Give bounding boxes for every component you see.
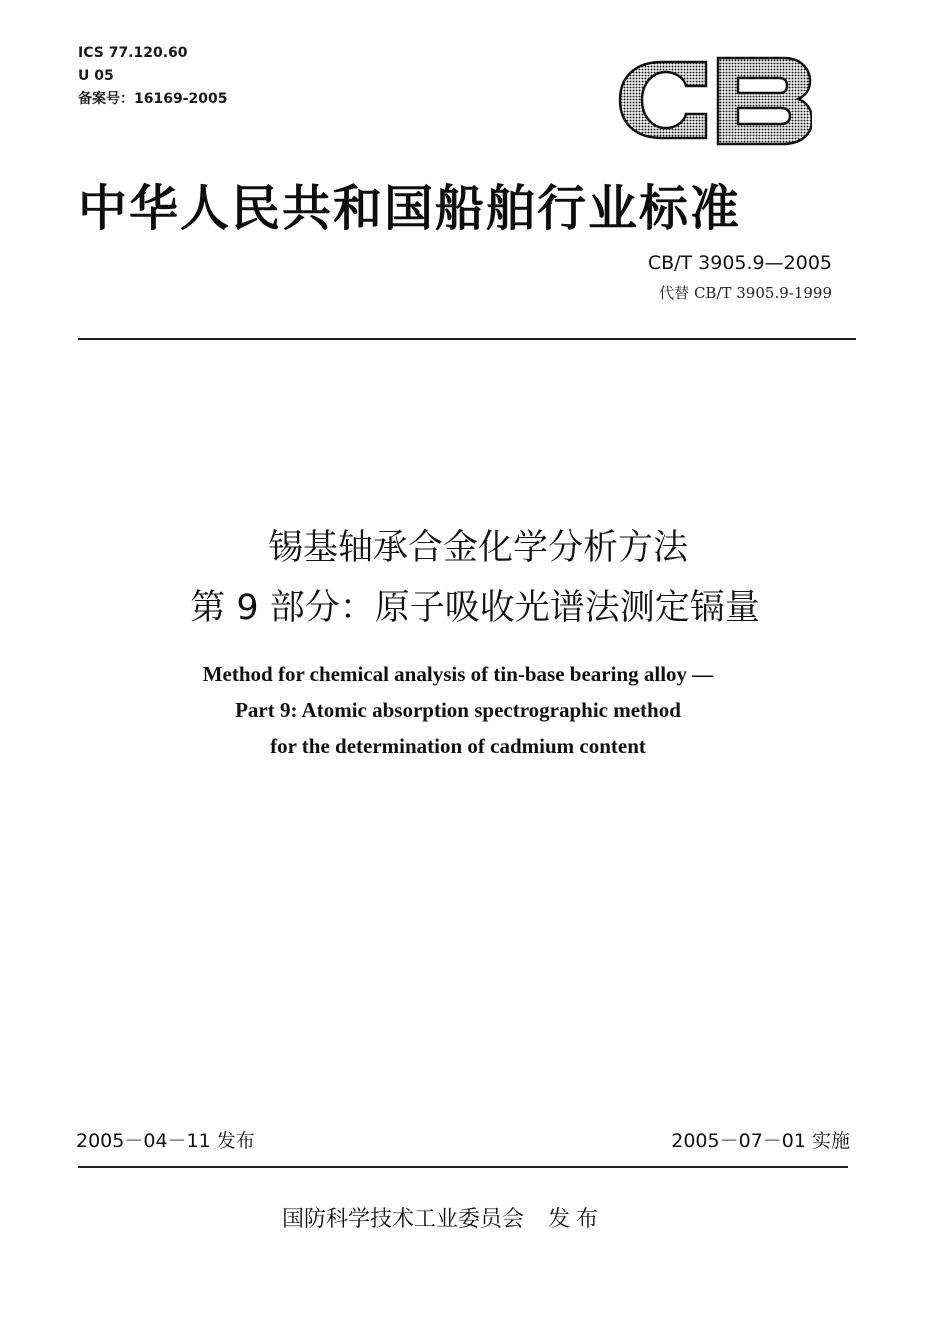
replaces-standard: 代替 CB/T 3905.9-1999 <box>659 284 832 302</box>
issue-date: 2005－04－11 发布 <box>76 1130 255 1152</box>
publisher-name: 国防科学技术工业委员会 <box>282 1207 525 1232</box>
english-title-line-2: Part 9: Atomic absorption spectrographic method <box>235 698 681 722</box>
implementation-date: 2005－07－01 实施 <box>671 1130 850 1152</box>
record-number: 备案号：16169-2005 <box>78 91 228 107</box>
ccs-code: U 05 <box>78 68 114 84</box>
english-title-line-1: Method for chemical analysis of tin-base bearing alloy — <box>202 662 714 686</box>
ics-code: ICS 77.120.60 <box>78 45 188 61</box>
header-divider <box>78 338 856 340</box>
chinese-title-line-2: 第 9 部分：原子吸收光谱法测定镉量 <box>190 588 760 628</box>
header-meta <box>78 42 227 111</box>
publisher-action: 发布 <box>548 1207 605 1232</box>
english-title-line-3: for the determination of cadmium content <box>270 734 646 758</box>
footer-divider <box>78 1166 848 1168</box>
chinese-title-line-1: 锡基轴承合金化学分析方法 <box>267 528 688 568</box>
publisher <box>282 1202 604 1233</box>
standard-code: CB/T 3905.9—2005 <box>647 252 832 274</box>
cb-standard-logo-icon <box>614 50 812 150</box>
organization-title: 中华人民共和国船舶行业标准 <box>78 180 742 237</box>
